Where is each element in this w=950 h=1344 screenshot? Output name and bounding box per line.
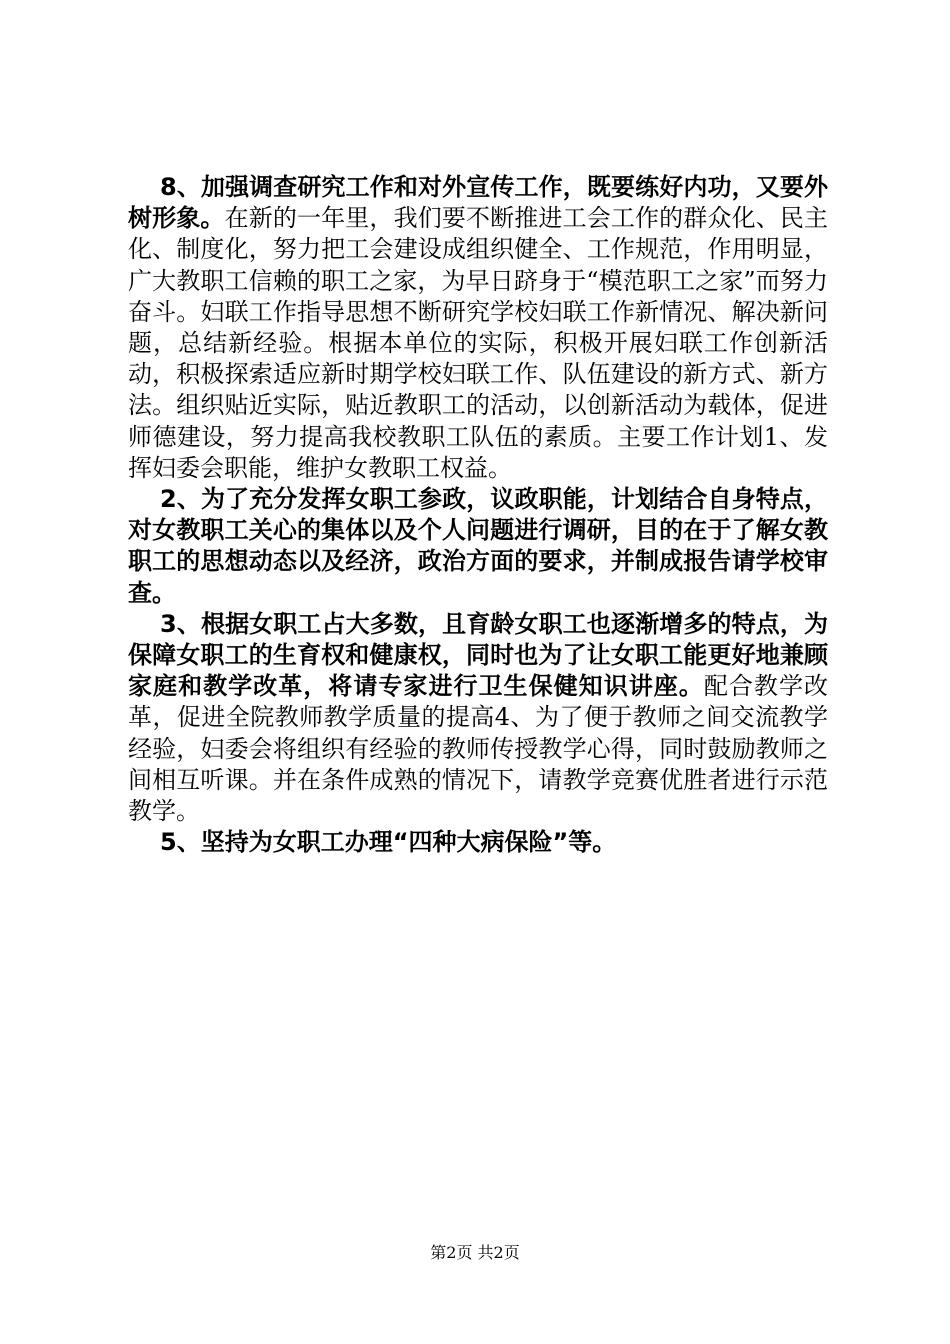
- document-body: [128, 172, 828, 858]
- paragraph-text: 配合教学改革，促进全院教师教学质量的提高4、为了便于教师之间交流教学经验，妇委会将组织有经验的教师传授教学心得，同时鼓励教师之间相互听课。并在条件成熟的情况下，请教学竞赛优胜者进行示范教学。: [128, 672, 829, 826]
- paragraph-lead: 8、加强调查研究工作和对外宣传工作，既要练好内功，又要外树形象。: [128, 173, 828, 233]
- page-footer: [0, 1242, 950, 1264]
- paragraph-lead: 5、坚持为女职工办理“四种大病保险”等。: [160, 828, 617, 857]
- paragraph-text: 在新的一年里，我们要不断推进工会工作的群众化、民主化、制度化，努力把工会建设成组织健全、工作规范，作用明显，广大教职工信赖的职工之家，为早日跻身于“模范职工之家”而努力奋斗。妇联工作指导思想不断研究学校妇联工作新情况、解决新问题，总结新经验。根据本单位的实际，积极开展妇联工作创新活动，积极探索适应新时期学校妇联工作、队伍建设的新方式、新方法。组织贴近实际，贴近教职工的活动，以创新活动为载体，促进师德建设，努力提高我校教职工队伍的素质。主要工作计划1、发挥妇委会职能，维护女教职工权益。: [128, 204, 829, 482]
- paragraph-2: [128, 484, 828, 609]
- paragraph-lead: 2、为了充分发挥女职工参政，议政职能，计划结合自身特点，对女教职工关心的集体以及个人问题进行调研，目的在于了解女教职工的思想动态以及经济，政治方面的要求，并制成报告请学校审查。: [128, 485, 828, 607]
- paragraph-lead: 3、根据女职工占大多数，且育龄女职工也逐渐增多的特点，为保障女职工的生育权和健康权，同时也为了让女职工能更好地兼顾家庭和教学改革，将请专家进行卫生保健知识讲座。: [128, 609, 828, 701]
- page-number: 第2页 共2页: [430, 1243, 520, 1262]
- paragraph-8: [128, 172, 828, 484]
- paragraph-5: [128, 827, 828, 858]
- paragraph-3: [128, 609, 828, 827]
